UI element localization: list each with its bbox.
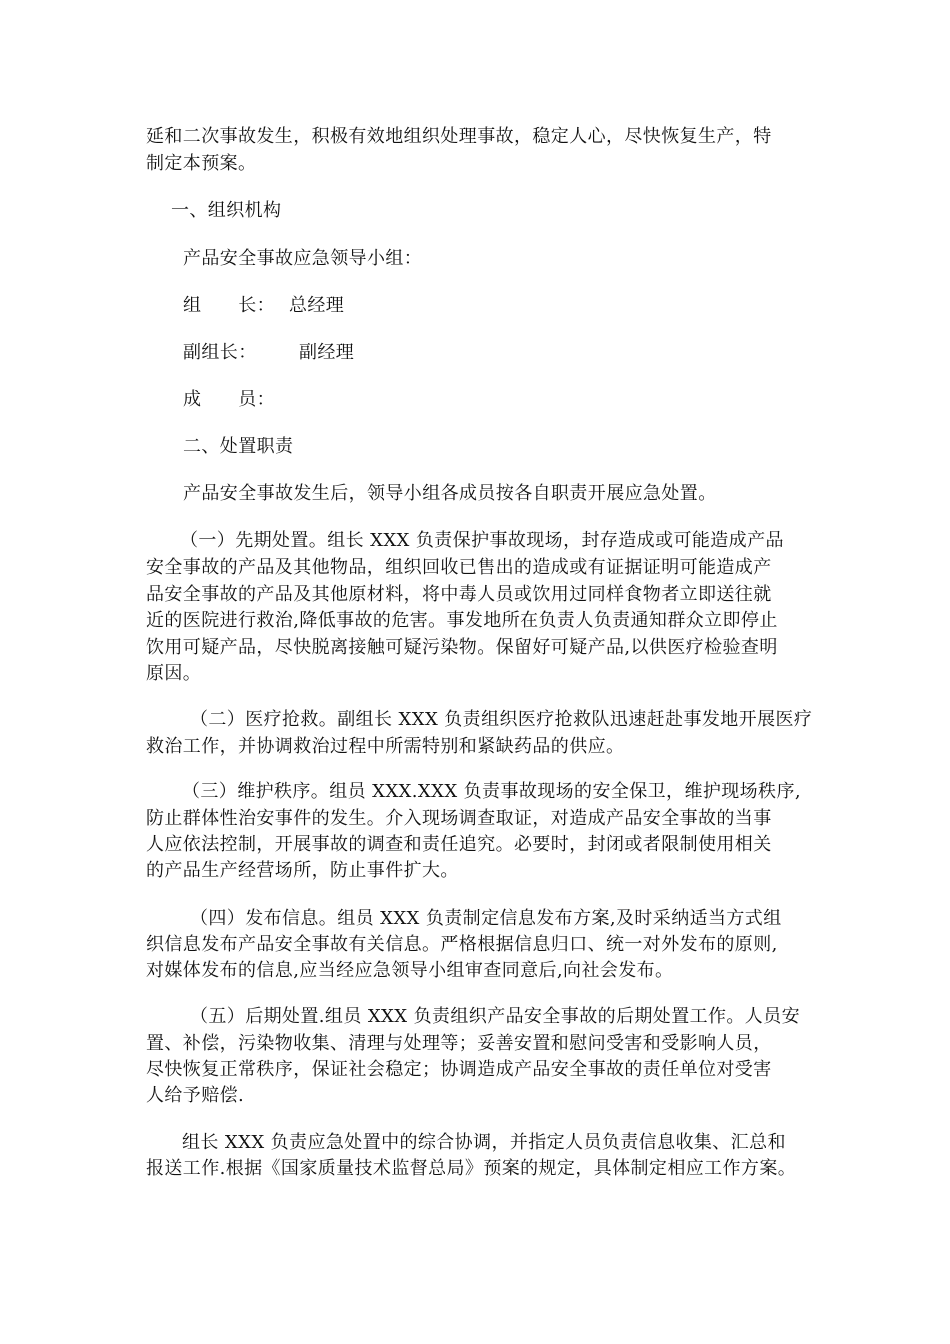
para1-line-6: 原因。 xyxy=(146,663,202,684)
section-heading-duties: 二、处置职责 xyxy=(183,436,294,457)
para3-line-3: 人应依法控制，开展事故的调查和责任追究。必要时，封闭或者限制使用相关 xyxy=(146,834,772,855)
para6-line-1: 组长 XXX 负责应急处置中的综合协调，并指定人员负责信息收集、汇总和 xyxy=(182,1132,786,1153)
para5-line-4: 人给予赔偿. xyxy=(146,1085,245,1106)
members-label: 成 员： xyxy=(183,389,275,410)
para1-line-5: 饮用可疑产品，尽快脱离接触可疑污染物。保留好可疑产品,以供医疗检验查明 xyxy=(146,637,778,658)
para3-line-4: 的产品生产经营场所，防止事件扩大。 xyxy=(146,860,459,881)
deputy-label: 副组长： xyxy=(183,342,257,363)
para6-line-2: 报送工作.根据《国家质量技术监督总局》预案的规定，具体制定相应工作方案。 xyxy=(146,1158,797,1179)
deputy-value: 副经理 xyxy=(299,342,355,363)
para1-line-2: 安全事故的产品及其他物品，组织回收已售出的造成或有证据证明可能造成产 xyxy=(146,557,772,578)
leader-label: 组 长： xyxy=(183,295,275,316)
para4-line-1: （四）发布信息。组员 XXX 负责制定信息发布方案,及时采纳适当方式组 xyxy=(190,908,782,929)
leader-group-title: 产品安全事故应急领导小组： xyxy=(183,248,423,269)
leader-value: 总经理 xyxy=(289,295,345,316)
para2-line-1: （二）医疗抢救。副组长 XXX 负责组织医疗抢救队迅速赶赴事发地开展医疗 xyxy=(190,709,813,730)
para5-line-3: 尽快恢复正常秩序，保证社会稳定；协调造成产品安全事故的责任单位对受害 xyxy=(146,1059,772,1080)
section-heading-organization: 一、组织机构 xyxy=(171,200,282,221)
intro-line-2: 制定本预案。 xyxy=(146,153,257,174)
intro-line-1: 延和二次事故发生，积极有效地组织处理事故，稳定人心，尽快恢复生产，特 xyxy=(146,126,772,147)
para5-line-2: 置、补偿，污染物收集、清理与处理等；妥善安置和慰问受害和受影响人员， xyxy=(146,1033,772,1054)
para3-line-2: 防止群体性治安事件的发生。介入现场调查取证，对造成产品安全事故的当事 xyxy=(146,808,772,829)
duties-intro: 产品安全事故发生后，领导小组各成员按各自职责开展应急处置。 xyxy=(183,483,717,504)
para3-line-1: （三）维护秩序。组员 XXX.XXX 负责事故现场的安全保卫，维护现场秩序, xyxy=(182,781,801,802)
para4-line-3: 对媒体发布的信息,应当经应急领导小组审查同意后,向社会发布。 xyxy=(146,960,674,981)
para1-line-4: 近的医院进行救治,降低事故的危害。事发地所在负责人负责通知群众立即停止 xyxy=(146,610,778,631)
para4-line-2: 织信息发布产品安全事故有关信息。严格根据信息归口、统一对外发布的原则, xyxy=(146,934,778,955)
para2-line-2: 救治工作，并协调救治过程中所需特别和紧缺药品的供应。 xyxy=(146,736,625,757)
para1-line-3: 品安全事故的产品及其他原材料，将中毒人员或饮用过同样食物者立即送往就 xyxy=(146,584,772,605)
para1-line-1: （一）先期处置。组长 XXX 负责保护事故现场，封存造成或可能造成产品 xyxy=(180,530,784,551)
para5-line-1: （五）后期处置.组员 XXX 负责组织产品安全事故的后期处置工作。人员安 xyxy=(190,1006,801,1027)
